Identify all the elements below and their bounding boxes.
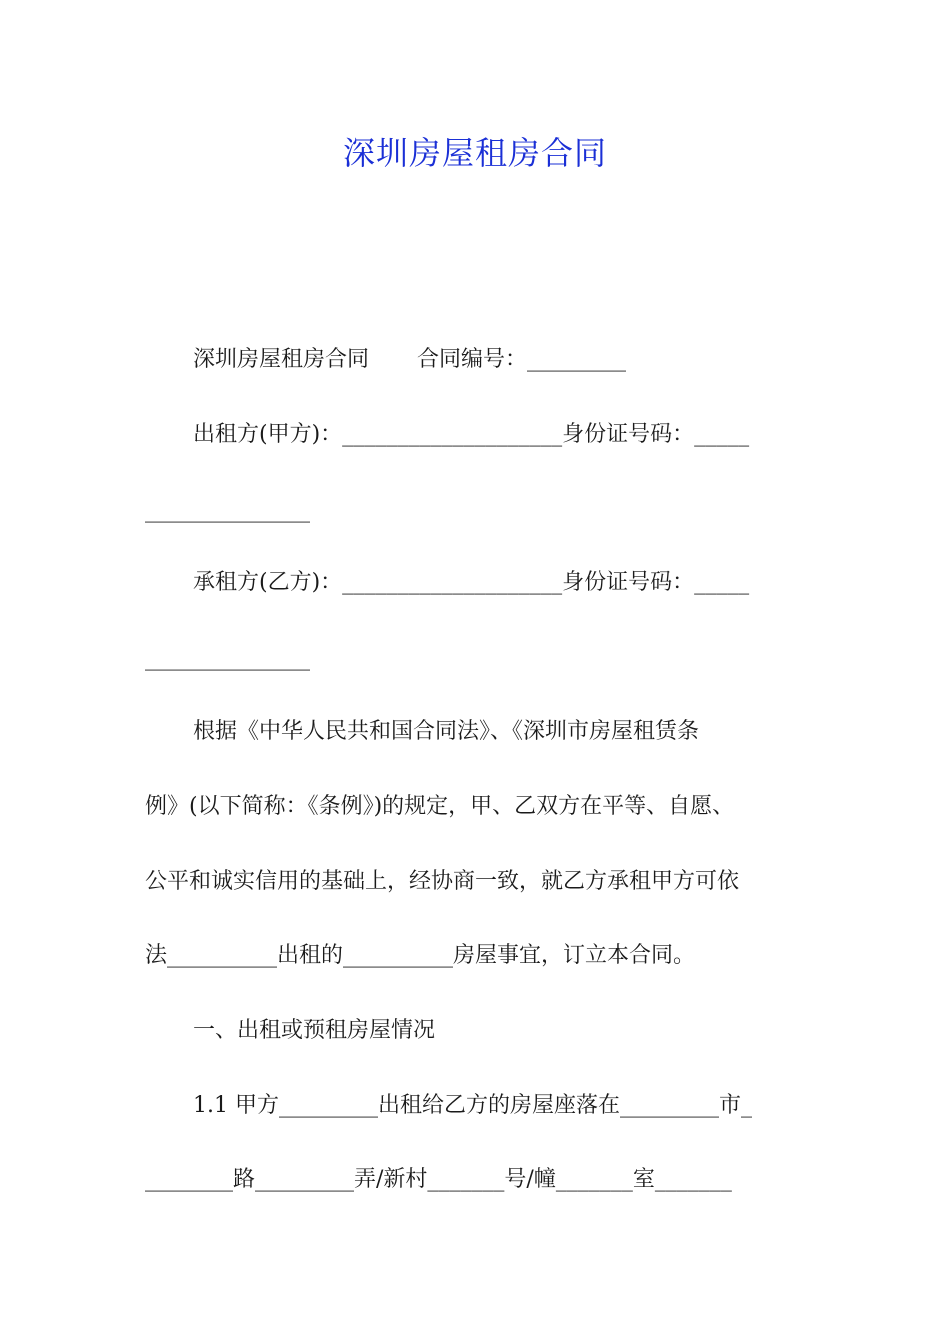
lessor-line-cont: _______________	[145, 498, 310, 523]
lessor-line: 出租方(甲方)：____________________身份证号码：_____	[193, 422, 750, 447]
clause-1-1-line-2: ________路_________弄/新村_______号/幢_______室_______	[145, 1167, 732, 1192]
clause-1-1-line-1: 1.1 甲方_________出租给乙方的房屋座落在_________市_	[193, 1093, 752, 1118]
section-heading: 一、出租或预租房屋情况	[193, 1018, 436, 1043]
body-paragraph-line-2: 例》(以下简称：《条例》)的规定，甲、乙双方在平等、自愿、	[145, 794, 735, 819]
body-paragraph-line-4: 法__________出租的__________房屋事宜，订立本合同。	[145, 943, 696, 968]
lessee-line-cont: _______________	[145, 646, 310, 671]
document-title: 深圳房屋租房合同	[342, 134, 607, 172]
body-paragraph-line-1: 根据《中华人民共和国合同法》、《深圳市房屋租赁条	[193, 719, 700, 744]
contract-name: 深圳房屋租房合同	[193, 347, 370, 372]
body-paragraph-line-3: 公平和诚实信用的基础上，经协商一致，就乙方承租甲方可依	[145, 869, 740, 894]
lessee-line: 承租方(乙方)：____________________身份证号码：_____	[193, 570, 750, 595]
contract-header-line	[193, 345, 863, 375]
contract-number: 合同编号：_________	[417, 347, 627, 372]
